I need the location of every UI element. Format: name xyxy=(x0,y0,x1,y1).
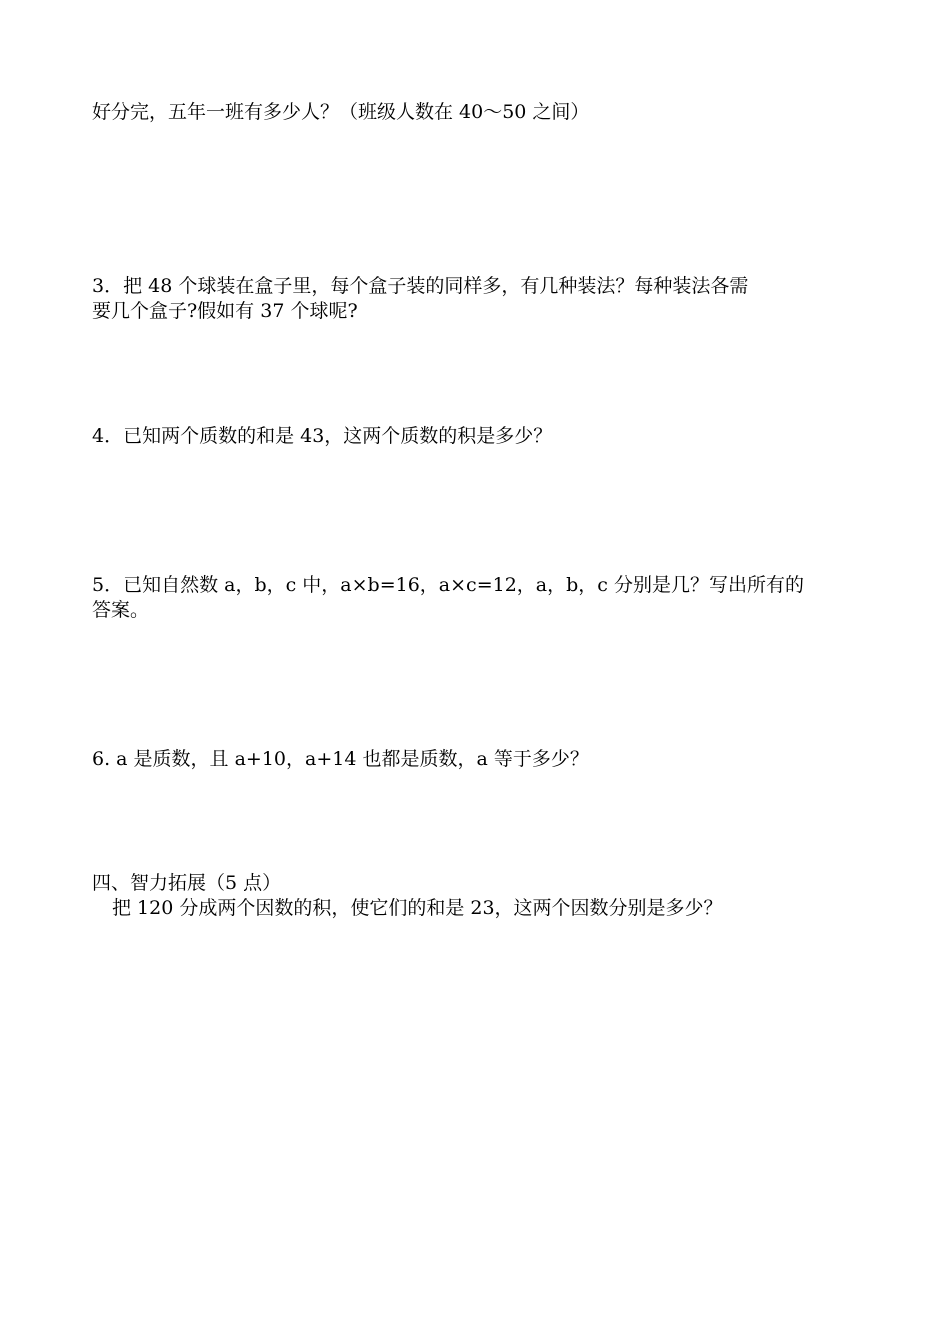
problem-5-line-2: 答案。 xyxy=(92,599,150,621)
section-4-question: 把 120 分成两个因数的积，使它们的和是 23，这两个因数分别是多少？ xyxy=(112,897,723,919)
problem-4: 4．已知两个质数的和是 43，这两个质数的积是多少？ xyxy=(92,425,553,447)
problem-2-continuation: 好分完，五年一班有多少人？（班级人数在 40～50 之间） xyxy=(92,101,590,123)
problem-6: 6. a 是质数，且 a+10，a+14 也都是质数，a 等于多少？ xyxy=(92,748,589,770)
problem-5-line-1: 5．已知自然数 a，b，c 中，a×b=16，a×c=12，a，b，c 分别是几？写出所有的 xyxy=(92,574,804,596)
problem-3-line-1: 3．把 48 个球装在盒子里，每个盒子装的同样多，有几种装法？每种装法各需 xyxy=(92,275,749,297)
problem-3-line-2: 要几个盒子?假如有 37 个球呢? xyxy=(92,300,358,322)
section-4-heading: 四、智力拓展（5 点） xyxy=(92,872,282,894)
